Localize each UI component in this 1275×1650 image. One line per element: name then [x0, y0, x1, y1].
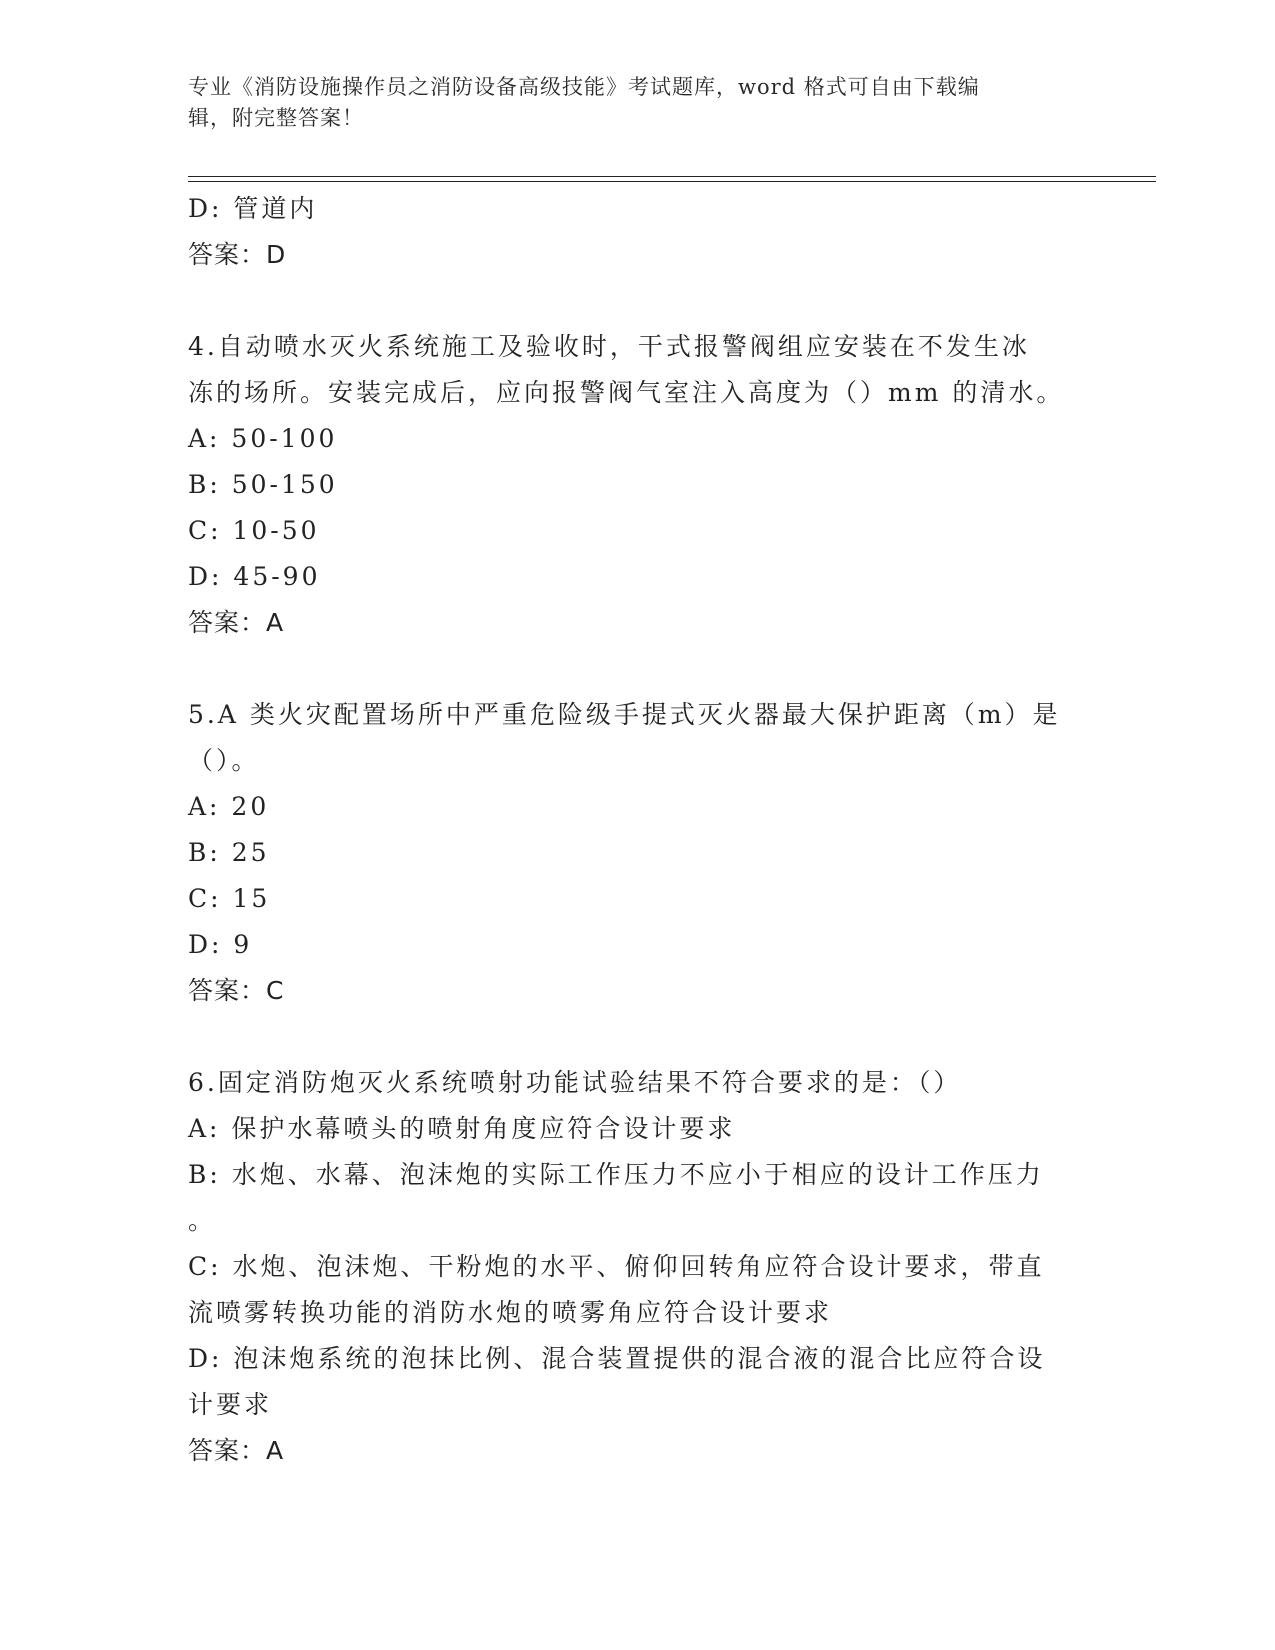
document-header [188, 72, 1078, 134]
question-stem-cont: （）。 [188, 746, 260, 775]
answer: 答案：A [188, 608, 285, 637]
answer: 答案：C [188, 976, 285, 1005]
question-5 [188, 692, 1088, 1014]
header-divider-top [188, 176, 1156, 177]
answer: 答案：A [188, 1436, 285, 1465]
option-a: A: 50-100 [188, 424, 338, 453]
option-c: C: 10-50 [188, 516, 320, 545]
option-c-cont: 流喷雾转换功能的消防水炮的喷雾角应符合设计要求 [188, 1298, 833, 1327]
spacer [188, 646, 1088, 692]
option-b: B: 25 [188, 838, 270, 867]
question-6 [188, 1060, 1088, 1474]
header-divider-bottom [188, 181, 1156, 182]
option-d: D: 9 [188, 930, 253, 959]
option-c: C: 15 [188, 884, 271, 913]
option-b-cont: 。 [188, 1206, 217, 1235]
option-a: A: 保护水幕喷头的喷射角度应符合设计要求 [188, 1114, 736, 1143]
option-b: B: 水炮、水幕、泡沫炮的实际工作压力不应小于相应的设计工作压力 [188, 1160, 1044, 1189]
question-stem: 5.A 类火灾配置场所中严重危险级手提式灭火器最大保护距离（m）是 [188, 700, 1061, 729]
spacer [188, 278, 1088, 324]
header-line-1: 专业《消防设施操作员之消防设备高级技能》考试题库，word 格式可自由下载编 [188, 75, 980, 99]
option-a: A: 20 [188, 792, 270, 821]
option-d: D: 管道内 [188, 194, 318, 223]
question-4 [188, 324, 1088, 646]
spacer [188, 1014, 1088, 1060]
option-d-cont: 计要求 [188, 1390, 273, 1419]
header-line-2: 辑，附完整答案！ [188, 106, 364, 130]
option-c: C: 水炮、泡沫炮、干粉炮的水平、俯仰回转角应符合设计要求，带直 [188, 1252, 1045, 1281]
question-stem: 6.固定消防炮灭火系统喷射功能试验结果不符合要求的是：（） [188, 1068, 962, 1097]
question-content [188, 186, 1088, 1474]
option-d: D: 泡沫炮系统的泡抹比例、混合装置提供的混合液的混合比应符合设 [188, 1344, 1046, 1373]
question-3-tail [188, 186, 1088, 278]
question-stem-cont: 冻的场所。安装完成后，应向报警阀气室注入高度为（）mm 的清水。 [188, 378, 1065, 407]
option-b: B: 50-150 [188, 470, 338, 499]
option-d: D: 45-90 [188, 562, 321, 591]
question-stem: 4.自动喷水灭火系统施工及验收时，干式报警阀组应安装在不发生冰 [188, 332, 1030, 361]
answer: 答案：D [188, 240, 287, 269]
